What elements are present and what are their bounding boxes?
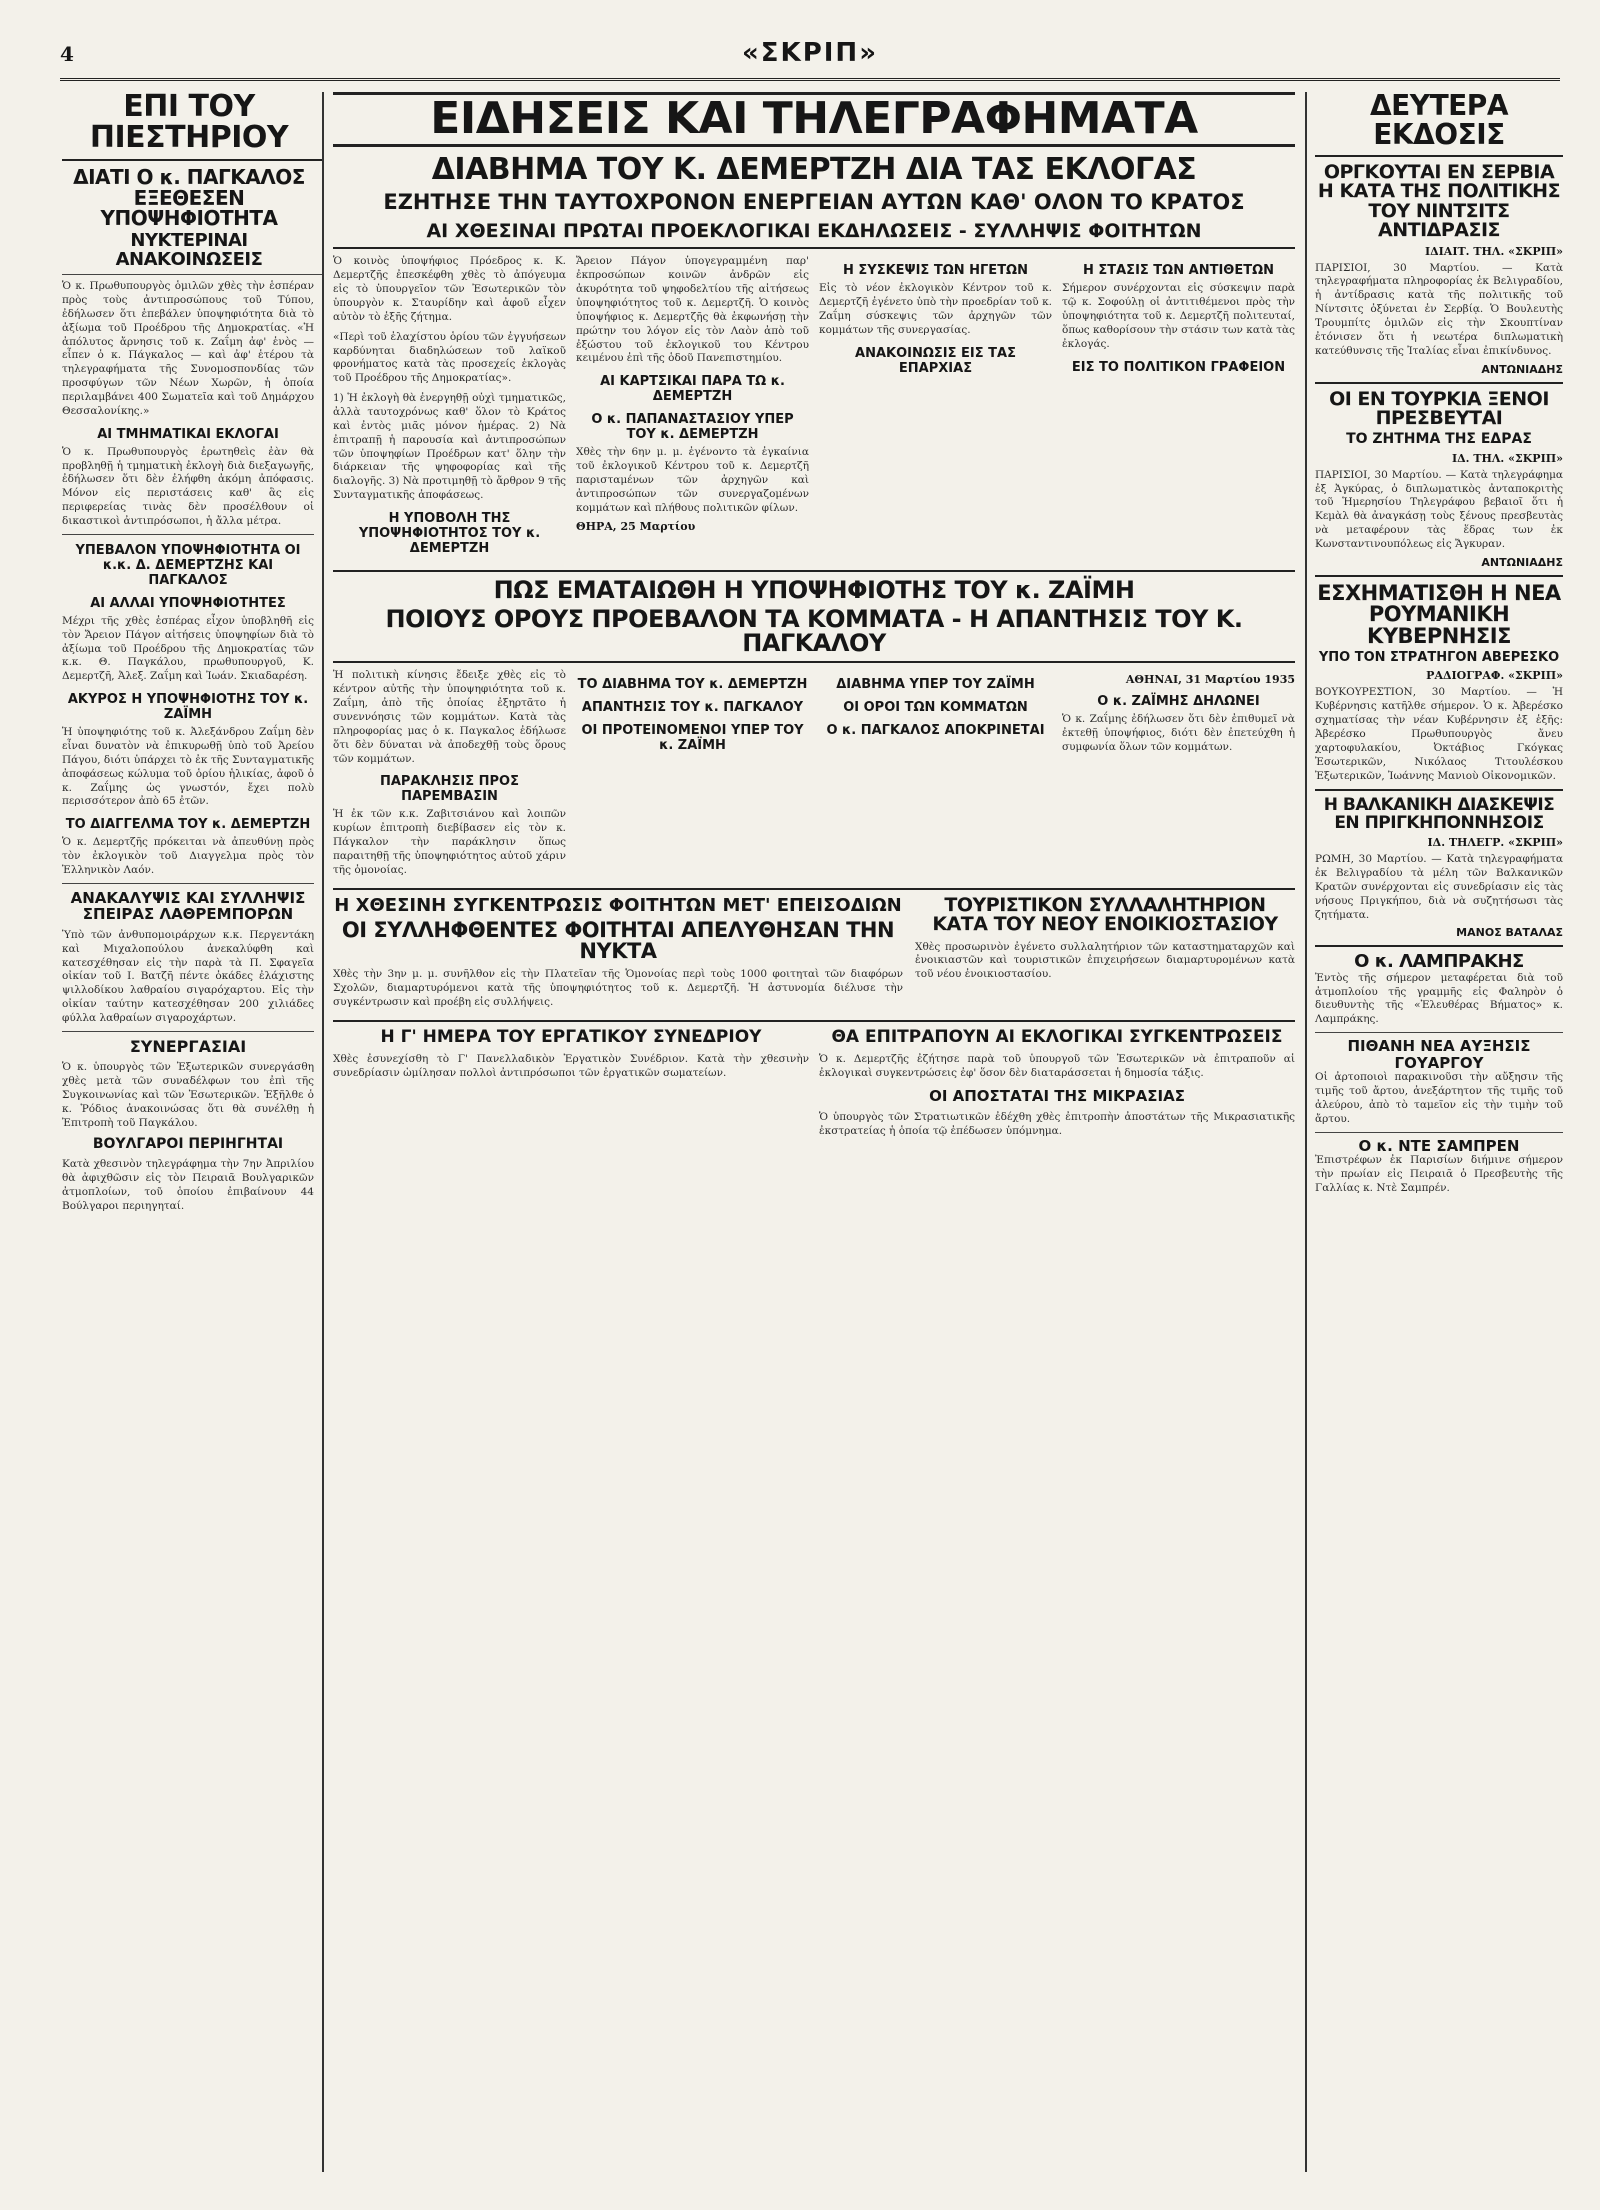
center-headline-8: ΤΟΥΡΙΣΤΙΚΟΝ ΣΥΛΛΑΛΗΤΗΡΙΟΝ ΚΑΤΑ ΤΟΥ ΝΕΟΥ ΕΝΟΙΚΙΟΣΤΑΣΙΟΥ <box>932 893 1278 936</box>
right-credit-4: ΙΔ. ΤΗΛΕΓΡ. «ΣΚΡΙΠ» <box>1427 836 1563 850</box>
left-text-5: Ὁ κ. Δεμερτζῆς πρόκειται νὰ ἀπευθύνῃ πρὸς τὸν ἐκλογικὸν τοῦ Διαγγελμα πρὸς τὸν Ἑλληνικὸν Λαόν. <box>62 836 314 876</box>
right-headline-3: ΟΙ ΕΝ ΤΟΥΡΚΙΑ ΞΕΝΟΙ ΠΡΕΣΒΕΥΤΑΙ <box>1329 387 1549 429</box>
right-text-5: Ἐντὸς τῆς σήμερον μεταφέρεται διὰ τοῦ ἀτμοπλοίου τῆς γραμμῆς εἰς Φαληρὸν ὁ διευθυντὴς τῆς «Ἐλευθέρας Βήματος» κ. Λαμπράκης. <box>1315 971 1563 1026</box>
center-text-a: «Περὶ τοῦ ἐλαχίστου ὁρίου τῶν ἐγγυήσεων καρδύνηται διαδηλώσεων τοῦ λαϊκοῦ φρονήματος κατὰ τὰς προσεχείς ἐκλογὰς τοῦ Προέδρου τῆς Δημοκρατίας». <box>333 330 566 385</box>
right-signature-2: ΑΝΤΩΝΙΑΔΗΣ <box>1481 555 1563 569</box>
center-lower-columns <box>333 1028 1295 1139</box>
left-text-4: Ἡ ὑποψηφιότης τοῦ κ. Ἀλεξάνδρου Ζαΐμη δὲν εἶναι δυνατὸν νὰ ἐπικυρωθῇ ὑπὸ τοῦ Ἀρείου Πάγου, διότι ὑπάρχει τὸ ἐκ τῆς Συνταγματικῆς ἀποφάσεως κώλυμα τοῦ ὁρίου ἡλικίας, ἀφοῦ ὁ κ. Ζαΐμης ὡς γνωστόν, ἔχει πολὺ περισσότερον ἀπὸ 65 ἐτῶν. <box>62 726 314 808</box>
right-text-4: ΡΩΜΗ, 30 Μαρτίου. — Κατὰ τηλεγραφήματα ἐκ Βελιγραδίου τὰ μέλη τῶν Βαλκανικῶν Κρατῶν συνέρχονται εἰς συνεδρίασιν εἰς τὰς νήσους Πριγκήπου, διὰ νὰ συζητήσωσι τὰς ζητήματα. <box>1315 853 1563 921</box>
right-text-7: Ἐπιστρέφων ἐκ Παρισίων διήμινε σήμερον τὴν πρωίαν εἰς Πειραιᾶ ὁ Πρεσβευτὴς τῆς Γαλλίας κ. Ντὲ Σαμπρέν. <box>1315 1154 1563 1194</box>
center-headline-7: ΟΙ ΣΥΛΛΗΦΘΕΝΤΕΣ ΦΟΙΤΗΤΑΙ ΑΠΕΛΥΘΗΣΑΝ ΤΗΝ ΝΥΚΤΑ <box>341 917 895 963</box>
center-section-m: ΟΙ ΟΡΟΙ ΤΩΝ ΚΟΜΜΑΤΩΝ <box>843 700 1028 716</box>
right-credit-2: ΙΔ. ΤΗΛ. «ΣΚΡΙΠ» <box>1451 451 1563 465</box>
left-section-7: ΣΥΝΕΡΓΑΣΙΑΙ <box>129 1036 247 1056</box>
center-dateline-1: ΘΗΡΑ, 25 Μαρτίου <box>576 519 696 533</box>
left-text-8: Κατὰ χθεσινὸν τηλεγράφημα τὴν 7ην Ἀπριλίου θὰ ἀφιχθῶσιν εἰς τὸν Πειραιᾶ Βουλγαρικῶν ἀτμοπλοίων, τοῦ ὁποίου ἐπιβαίνουν 44 Βούλγαροι περιηγηταί. <box>62 1158 314 1212</box>
center-text-k: Χθὲς ἐσυνεχίσθη τὸ Γ' Πανελλαδικὸν Ἐργατικὸν Συνέδριον. Κατὰ τὴν χθεσινὴν συνεδρίασιν ὡμίλησαν πολλοὶ ἀντιπρόσωποι τῶν ἐργατικῶν σωματείων. <box>333 1052 809 1079</box>
center-headline-10: ΘΑ ΕΠΙΤΡΑΠΟΥΝ ΑΙ ΕΚΛΟΓΙΚΑΙ ΣΥΓΚΕΝΤΡΩΣΕΙΣ <box>831 1027 1283 1047</box>
left-section-1: ΑΙ ΤΜΗΜΑΤΙΚΑΙ ΕΚΛΟΓΑΙ <box>97 426 279 442</box>
page-number: 4 <box>60 42 74 66</box>
right-column <box>1305 92 1563 2172</box>
right-text-1: ΠΑΡΙΣΙΟΙ, 30 Μαρτίου. — Κατὰ τηλεγραφήματα πληροφορίας ἐκ Βελιγραδίου, ἡ ἀντίδρασις κατὰ τῆς πολιτικῆς τοῦ Νίντσιτς ὀξύνεται ἐν Σερβίᾳ. Ὁ Βουλευτὴς Τρουμπίτς ὁμιλῶν εἰς τὴν Σκουπτίναν ἐτόνισεν ὅτι ἡ νεωτέρα διπλωματικὴ κατεύθυνσις τῆς Ἰταλίας εἶναι ἐπικίνδυνος. <box>1315 261 1563 357</box>
left-section-6: ΑΝΑΚΑΛΥΨΙΣ ΚΑΙ ΣΥΛΛΗΨΙΣ ΣΠΕΙΡΑΣ ΛΑΘΡΕΜΠΟΡΩΝ <box>70 888 306 924</box>
right-signature-1: ΑΝΤΩΝΙΑΔΗΣ <box>1481 362 1563 376</box>
right-headline-7: Η ΒΑΛΚΑΝΙΚΗ ΔΙΑΣΚΕΨΙΣ ΕΝ ΠΡΙΓΚΗΠΟΝΝΗΣΟΙΣ <box>1323 795 1555 833</box>
center-section-k: ΟΙ ΠΡΟΤΕΙΝΟΜΕΝΟΙ ΥΠΕΡ ΤΟΥ κ. ΖΑΪΜΗ <box>581 723 804 754</box>
center-text-n: Ὁ ὑπουργὸς τῶν Στρατιωτικῶν ἐδέχθη χθὲς ἐπιτροπὴν ἀποστάτων τῆς Μικρασιατικῆς ἐκστρατείας ἡ ὁποία τῷ ἐπέδωσεν ὑπόμνημα. <box>819 1110 1295 1137</box>
left-section-3: ΑΙ ΑΛΛΑΙ ΥΠΟΨΗΦΙΟΤΗΤΕΣ <box>90 595 286 611</box>
center-headline-2: ΕΖΗΤΗΣΕ ΤΗΝ ΤΑΥΤΟΧΡΟΝΟΝ ΕΝΕΡΓΕΙΑΝ ΑΥΤΩΝ ΚΑΘ' ΟΛΟΝ ΤΟ ΚΡΑΤΟΣ <box>383 190 1245 215</box>
center-headline-11: ΟΙ ΑΠΟΣΤΑΤΑΙ ΤΗΣ ΜΙΚΡΑΣΙΑΣ <box>929 1087 1185 1106</box>
center-section-n: Ο κ. ΠΑΓΚΑΛΟΣ ΑΠΟΚΡΙΝΕΤΑΙ <box>826 723 1045 739</box>
left-headline-3: ΝΥΚΤΕΡΙΝΑΙ ΑΝΑΚΟΙΝΩΣΕΙΣ <box>115 230 263 270</box>
center-section-b: Ο κ. ΠΑΠΑΝΑΣΤΑΣΙΟΥ ΥΠΕΡ ΤΟΥ κ. ΔΕΜΕΡΤΖΗ <box>591 412 794 443</box>
center-text-l: Ὁ κ. Ζαΐμης ἐδήλωσεν ὅτι δὲν ἐπιθυμεῖ νὰ ἐκτεθῇ ὑποψήφιος, διότι δὲν ἐπετεύχθη ἡ συμφωνία ὅλων τῶν κομμάτων. <box>1062 713 1295 754</box>
right-headline-4: ΤΟ ΖΗΤΗΜΑ ΤΗΣ ΕΔΡΑΣ <box>1346 431 1532 448</box>
right-headline-9: ΠΙΘΑΝΗ ΝΕΑ ΑΥΞΗΣΙΣ ΓΟΥΑΡΓΟΥ <box>1347 1037 1531 1072</box>
center-top-columns <box>333 255 1295 560</box>
right-signature-3: ΜΑΝΟΣ ΒΑΤΑΛΑΣ <box>1456 926 1563 940</box>
center-bottom <box>333 893 1295 1010</box>
right-text-2: ΠΑΡΙΣΙΟΙ, 30 Μαρτίου. — Κατὰ τηλεγράφημα ἐξ Ἀγκύρας, ὁ διπλωματικὸς ἀνταποκριτὴς τοῦ Ἡμερησίου Τηλεγράφου βεβαιοῖ ὅτι ἡ Κεμὰλ θὰ ἀναγκάσῃ τοὺς ξένους πρεσβευτὰς νὰ μεταφέρουν τὰς ἕδρας των ἐκ Κωνσταντινουπόλεως εἰς Ἄγκυραν. <box>1315 468 1563 551</box>
center-section-e: ΕΙΣ ΤΟ ΠΟΛΙΤΙΚΟΝ ΓΡΑΦΕΙΟΝ <box>1071 359 1286 375</box>
left-section-5: ΤΟ ΔΙΑΓΓΕΛΜΑ ΤΟΥ κ. ΔΕΜΕΡΤΖΗ <box>65 817 311 833</box>
center-middle-columns <box>333 669 1295 877</box>
left-text-6: Ὑπὸ τῶν ἀνθυπομοιράρχων κ.κ. Περγεντάκη καὶ Μιχαλοπούλου ἀνεκαλύφθη καὶ κατεσχέθησαν εἰς τὴν παρὰ τὰ Π. Σφαγεῖα οἰκίαν τοῦ Ι. Βατζῆ πέντε ὀκάδες ἐλάχιστης ψιλλοδίκου λαθραίου σιγαρόχαρτου. Εἰς τὴν οἰκίαν ταύτην κατεσχέθησαν 200 χιλιάδες φύλλα λαθραίων σιγαροχάρτων. <box>62 928 314 1025</box>
right-headline-2: ΟΡΓΚΟΥΤΑΙ ΕΝ ΣΕΡΒΙΑ Η ΚΑΤΑ ΤΗΣ ΠΟΛΙΤΙΚΗΣ ΤΟΥ ΝΙΝΤΣΙΤΣ ΑΝΤΙΔΡΑΣΙΣ <box>1317 161 1561 242</box>
center-text-f: Σήμερον συνέρχονται εἰς σύσκεψιν παρὰ τῷ κ. Σοφούλῃ οἱ ἀντιτιθέμενοι πρὸς τὴν ὑποψηφιότητα τοῦ κ. Δεμερτζῆ πολιτευταί, ὅπως καθορίσουν τὴν στάσιν των κατὰ τὰς ἐκλογάς. <box>1062 282 1295 350</box>
left-text-3: Μέχρι τῆς χθὲς ἑσπέρας εἶχον ὑποβληθῆ εἰς τὸν Ἄρειον Πάγον αἰτήσεις ὑποψηφίων διὰ τὸ ἀξίωμα τοῦ Προέδρου τῆς Δημοκρατίας τῶν κ.κ. Θ. Παγκάλου, πρωθυπουργοῦ, Κ. Δεμερτζῆ, Ἀλεξ. Ζαΐμη καὶ Ἰωάν. Σκιαδαρέση. <box>62 614 314 683</box>
center-text-m: Ὁ κ. Δεμερτζῆς ἐζήτησε παρὰ τοῦ ὑπουργοῦ τῶν Ἐσωτερικῶν νὰ ἐπιτραποῦν αἱ ἐκλογικαὶ συγκεντρώσεις ἐφ' ὅσον δὲν διαταράσσεται ἡ δημοσία τάξις. <box>819 1052 1295 1079</box>
newspaper-title: «ΣΚΡΙΠ» <box>742 38 878 68</box>
left-text-1: Ὁ κ. Πρωθυπουργὸς ὁμιλῶν χθὲς τὴν ἑσπέραν πρὸς τοὺς ἀντιπροσώπους τοῦ Τύπου, ἐδήλωσεν ὅτι ἐπεβάλεν ὑποψηφιότητα διὰ τὸ ἀξίωμα τοῦ Προέδρου τῆς Δημοκρατίας. «Ἡ ἀπόλυτος ἄρνησις τοῦ κ. Ζαΐμη ἀφ' ἑνὸς — εἶπεν ὁ κ. Πάγκαλος — καὶ ἀφ' ἑτέρου τὰ τηλεγραφήματα τῆς Συνομοσπονδίας τῶν προσφύγων τῶν Νέων Χωρῶν, ἡ ὁποία περιλαμβάνει 400 Σωματεῖα καὶ τοῦ Δημάρχου Θεσσαλονίκης.» <box>62 280 314 417</box>
right-headline-8: Ο κ. ΛΑΜΠΡΑΚΗΣ <box>1354 951 1524 973</box>
center-section-i: ΤΟ ΔΙΑΒΗΜΑ ΤΟΥ κ. ΔΕΜΕΡΤΖΗ <box>577 677 808 693</box>
masthead <box>60 38 1560 81</box>
center-section-j: ΑΠΑΝΤΗΣΙΣ ΤΟΥ κ. ΠΑΓΚΑΛΟΥ <box>581 700 804 716</box>
right-headline-5: ΕΣΧΗΜΑΤΙΣΘΗ Η ΝΕΑ ΡΟΥΜΑΝΙΚΗ ΚΥΒΕΡΝΗΣΙΣ <box>1317 580 1561 648</box>
left-headline-2: ΔΙΑΤΙ Ο κ. ΠΑΓΚΑΛΟΣ ΕΞΕΘΕΣΕΝ ΥΠΟΨΗΦΙΟΤΗΤΑ <box>73 165 305 230</box>
left-section-4: ΑΚΥΡΟΣ Η ΥΠΟΨΗΦΙΟΤΗΣ ΤΟΥ κ. ΖΑΪΜΗ <box>67 692 309 723</box>
center-text-e: Εἰς τὸ νέον ἐκλογικὸν Κέντρον τοῦ κ. Δεμερτζῆ ἐγένετο ὑπὸ τὴν προεδρίαν τοῦ κ. Ζαΐμη σύσκεψις τῶν ἀρχηγῶν τῶν κομμάτων τῆς συνεργασίας. <box>819 282 1052 337</box>
center-section-d: Η ΣΤΑΣΙΣ ΤΩΝ ΑΝΤΙΘΕΤΩΝ <box>1082 263 1275 279</box>
center-text-g: Ἡ πολιτικὴ κίνησις ἔδειξε χθὲς εἰς τὸ κέντρον αὐτῆς τὴν ὑποψηφιότητα τοῦ κ. Ζαΐμη, ἀπὸ τῆς ὁποίας ἐξηρτᾶτο ἡ συνεννόησις τῶν κομμάτων. Κατὰ τὰς πληροφορίας μας ὁ κ. Παγκαλος ἐδήλωσε ὅτι δὲν δύναται νὰ ἀποδεχθῇ τοὺς ὅρους τῶν κομμάτων. <box>333 669 566 765</box>
center-text-h: Ἡ ἐκ τῶν κ.κ. Ζαβιτσιάνου καὶ λοιπῶν κυρίων ἐπιτροπὴ διεβίβασεν εἰς τὸν κ. Πάγκαλον τὴν παράκλησιν ὅπως παραιτηθῇ τῆς ὑποψηφιότητος αὐτοῦ χάριν τῆς ὁμονοίας. <box>333 808 566 876</box>
center-headline-5: ΠΟΙΟΥΣ ΟΡΟΥΣ ΠΡΟΕΒΑΛΟΝ ΤΑ ΚΟΜΜΑΤΑ - Η ΑΠΑΝΤΗΣΙΣ ΤΟΥ Κ. ΠΑΓΚΑΛΟΥ <box>385 604 1243 657</box>
center-section-l: ΔΙΑΒΗΜΑ ΥΠΕΡ ΤΟΥ ΖΑΪΜΗ <box>836 677 1035 693</box>
right-headline-10: Ο κ. ΝΤΕ ΣΑΜΠΡΕΝ <box>1358 1136 1520 1155</box>
right-headline-1: ΔΕΥΤΕΡΑ ΕΚΔΟΣΙΣ <box>1370 92 1508 151</box>
center-section-o: Ο κ. ΖΑΪΜΗΣ ΔΗΛΩΝΕΙ <box>1097 694 1260 710</box>
right-credit-1: ΙΔΙΑΙΤ. ΤΗΛ. «ΣΚΡΙΠ» <box>1424 244 1563 258</box>
center-headline-3: ΑΙ ΧΘΕΣΙΝΑΙ ΠΡΩΤΑΙ ΠΡΟΕΚΛΟΓΙΚΑΙ ΕΚΔΗΛΩΣΕΙΣ - ΣΥΛΛΗΨΙΣ ΦΟΙΤΗΤΩΝ <box>426 219 1202 242</box>
center-text-c: Ἄρειον Πάγον ὑπογεγραμμένη παρ' ἐκπροσώπων κοινῶν ἀνδρῶν εἰς ἀκυρότητα τοῦ ψηφοδελτίου τῆς αἰτήσεως ὑποψηφιότητος τοῦ κ. Δεμερτζῆ. Ὁ κοινὸς ὑποψήφιος κ. Δεμερτζῆς θὰ ἐκφωνήσῃ τὴν πρώτην του λόγον εἰς τὸν Λαὸν ἀπὸ τοῦ ἐξώστου τοῦ ἐκλογικοῦ του Κέντρου κειμένου ἐπὶ τῆς ὁδοῦ Πανεπιστημίου. <box>576 255 809 365</box>
center-headline-6: Η ΧΘΕΣΙΝΗ ΣΥΓΚΕΝΤΡΩΣΙΣ ΦΟΙΤΗΤΩΝ ΜΕΤ' ΕΠΕΙΣΟΔΙΩΝ <box>334 894 902 916</box>
left-column <box>62 92 324 2172</box>
right-text-6: Οἱ ἀρτοποιοὶ παρακινοῦσι τὴν αὔξησιν τῆς τιμῆς τοῦ ἄρτου, ἀνεξάρτητον τῆς τιμῆς τοῦ ἀλεύρου, ἀπὸ τὸ ταμεῖον εἰς τὴν τιμὴν τοῦ ἄρτου. <box>1315 1071 1563 1125</box>
left-text-7: Ὁ κ. ὑπουργὸς τῶν Ἐξωτερικῶν συνεργάσθη χθὲς μετὰ τῶν συναδέλφων του ἐπὶ τῆς Συγκοινωνίας καὶ τῶν Ἐσωτερικῶν. Ἐξῆλθε ὁ κ. Ῥόδιος ἀνακοινώσας ὅτι θὰ συνέλθῃ ἡ Ἐπιτροπὴ τοῦ Παγκάλου. <box>62 1061 314 1129</box>
left-headline-1: ΕΠΙ ΤΟΥ ΠΙΕΣΤΗΡΙΟΥ <box>89 92 289 155</box>
right-text-3: ΒΟΥΚΟΥΡΕΣΤΙΟΝ, 30 Μαρτίου. — Ἡ Κυβέρνησις κατῆλθε σήμερον. Ὁ κ. Ἀβερέσκο σχηματίσας τὴν νέαν Κυβέρνησιν ἐξ ἑξῆς: Ἀβερέσκο Πρωθυπουργὸς ἄνευ χαρτοφυλακίου, Ὀκτάβιος Γκόγκας Ἐσωτερικῶν, Νικόλαος Τιτουλέσκου Ἐξωτερικῶν, Ἰωάννης Μανιοὺ Οἰκονομικῶν. <box>1315 686 1563 782</box>
center-section-g: Η ΥΠΟΒΟΛΗ ΤΗΣ ΥΠΟΨΗΦΙΟΤΗΤΟΣ ΤΟΥ κ. ΔΕΜΕΡΤΖΗ <box>358 511 541 557</box>
center-dateline-2: ΑΘΗΝΑΙ, 31 Μαρτίου 1935 <box>1125 673 1295 687</box>
center-section-a: ΑΙ ΚΑΡΤΣΙΚΑΙ ΠΑΡΑ ΤΩ κ. ΔΕΜΕΡΤΖΗ <box>600 374 785 405</box>
center-section-c: Η ΣΥΣΚΕΨΙΣ ΤΩΝ ΗΓΕΤΩΝ <box>843 263 1028 279</box>
center-text-lead: Ὁ κοινὸς ὑποψήφιος Πρόεδρος κ. Κ. Δεμερτζῆς ἐπεσκέφθη χθὲς τὸ ἀπόγευμα εἰς τὸ ὑπουργεῖον τῶν Ἐσωτερικῶν τὸν ὑπουργὸν κ. Σταυρίδην καὶ ἀφοῦ εἶχεν αὐτὸν τὸ ἑξῆς ζήτημα. <box>333 255 566 323</box>
center-headline-4: ΠΩΣ ΕΜΑΤΑΙΩΘΗ Η ΥΠΟΨΗΦΙΟΤΗΣ ΤΟΥ κ. ΖΑΪΜΗ <box>493 576 1135 605</box>
left-section-2: ΥΠΕΒΑΛΟΝ ΥΠΟΨΗΦΙΟΤΗΤΑ ΟΙ κ.κ. Δ. ΔΕΜΕΡΤΖΗΣ ΚΑΙ ΠΑΓΚΑΛΟΣ <box>75 542 301 588</box>
left-section-8: ΒΟΥΛΓΑΡΟΙ ΠΕΡΙΗΓΗΤΑΙ <box>92 1135 284 1152</box>
center-banner: ΕΙΔΗΣΕΙΣ ΚΑΙ ΤΗΛΕΓΡΑΦΗΜΑΤΑ <box>333 92 1295 147</box>
center-section-h: ΠΑΡΑΚΛΗΣΙΣ ΠΡΟΣ ΠΑΡΕΜΒΑΣΙΝ <box>379 774 519 805</box>
left-text-2: Ὁ κ. Πρωθυπουργὸς ἐρωτηθεὶς ἐὰν θὰ προβληθῇ ἡ τμηματικὴ ἐκλογὴ διὰ διεξαγωγῆς, ἐδήλωσεν ὅτι δὲν ἐλήφθη ἀκόμη ἀπόφασις. Μόνον εἰς περιστάσεις καθ' ἃς εἰς περιφερείας τινὰς δὲν προσέλθουν οἱ δικαστικοὶ ἀντιπρόσωποι, ἡ ἄλλα μέτρα. <box>62 445 314 527</box>
center-headline-1: ΔΙΑΒΗΜΑ ΤΟΥ Κ. ΔΕΜΕΡΤΖΗ ΔΙΑ ΤΑΣ ΕΚΛΟΓΑΣ <box>431 151 1197 187</box>
center-text-i: Χθὲς τὴν 3ην μ. μ. συνῆλθον εἰς τὴν Πλατεῖαν τῆς Ὁμονοίας περὶ τοὺς 1000 φοιτηταὶ τῶν διαφόρων Σχολῶν, διαμαρτυρόμενοι κατὰ τῆς ὑποψηφιότητος τοῦ κ. Δεμερτζῆ. Ἡ ἀστυνομία διέλυσε τὴν συγκέντρωσιν καὶ προέβη εἰς συλλήψεις. <box>333 968 903 1009</box>
center-text-j: Χθὲς προσωρινὸν ἐγένετο συλλαλητήριον τῶν καταστηματαρχῶν καὶ ἐνοικιαστῶν καὶ τουριστικῶν ἐπιχειρήσεων διαμαρτυρομένων κατὰ τοῦ νέου ἐνοικιοστασίου. <box>915 940 1295 981</box>
right-headline-6: ΥΠΟ ΤΟΝ ΣΤΡΑΤΗΓΟΝ ΑΒΕΡΕΣΚΟ <box>1318 650 1560 666</box>
center-text-d: Χθὲς τὴν 6ην μ. μ. ἐγένοντο τὰ ἐγκαίνια τοῦ ἐκλογικοῦ Κέντρου τοῦ κ. Δεμερτζῆ παρισταμένων τῶν ἀρχηγῶν καὶ ἀντιπροσώπων τῶν συνεργαζομένων κομμάτων καὶ πλήθους πολιτικῶν φίλων. <box>576 446 809 514</box>
center-section-f: ΑΝΑΚΟΙΝΩΣΙΣ ΕΙΣ ΤΑΣ ΕΠΑΡΧΙΑΣ <box>855 345 1016 376</box>
center-headline-9: Η Γ' ΗΜΕΡΑ ΤΟΥ ΕΡΓΑΤΙΚΟΥ ΣΥΝΕΔΡΙΟΥ <box>380 1027 762 1047</box>
center-column <box>333 92 1295 2172</box>
center-text-b: 1) Ἡ ἐκλογὴ θὰ ἐνεργηθῇ οὐχὶ τμηματικῶς, ἀλλὰ ταυτοχρόνως καθ' ὅλον τὸ Κράτος καὶ ἐντὸς μιᾶς μόνον ἡμέρας. 2) Νὰ ἐπιτραπῇ ἡ παρουσία καὶ ἀντιπροσώπων τῶν ὑποψηφίων Προέδρων κατ' ὅλην τὴν διάρκειαν τῆς ψηφοφορίας καὶ τῆς διαλογῆς. 3) Νὰ προτιμηθῇ τὸ ἄρθρον 9 τῆς Συνταγματικῆς ἀποφάσεως. <box>333 392 566 502</box>
right-credit-3: ΡΑΔΙΟΓΡΑΦ. «ΣΚΡΙΠ» <box>1426 669 1563 683</box>
